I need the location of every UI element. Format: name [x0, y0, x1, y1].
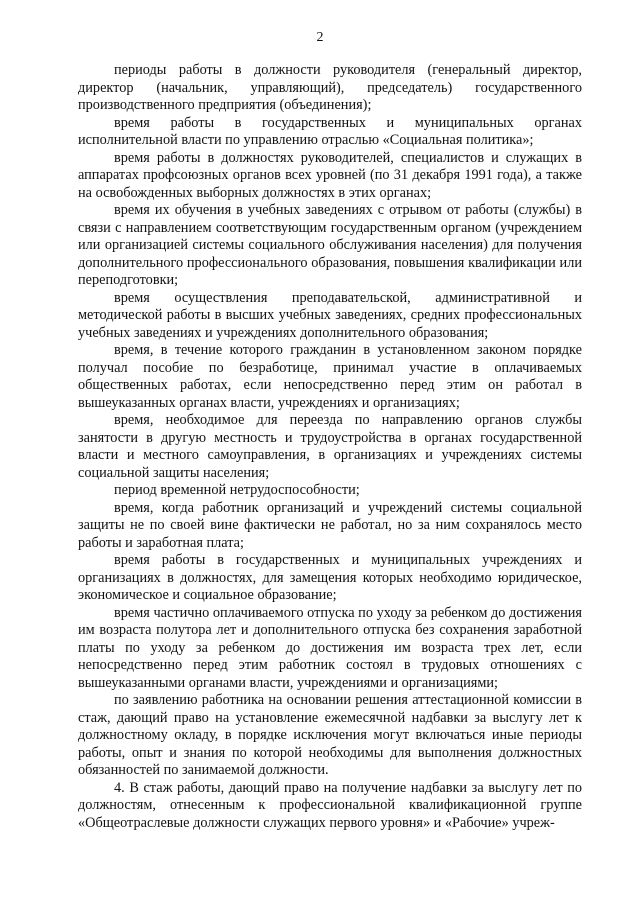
paragraph-relocation: время, необходимое для переезда по направлению органов службы занятости в другую местность и трудоустройства в органах государственной власти и местного самоуправления, в организациях и учреждениях системы социальной защиты населения;: [78, 412, 582, 481]
paragraph-executive-bodies: время работы в государственных и муниципальных органах исполнительной власти по управлению отраслью «Социальная политика»;: [78, 114, 582, 148]
paragraph-downtime: время, когда работник организаций и учреждений системы социальной защиты не по своей вине фактически не работал, но за ним сохранялось место работы и заработная плата;: [78, 499, 582, 551]
page-number: 2: [316, 30, 324, 45]
paragraph-sick-leave: период временной нетрудоспособности;: [114, 482, 360, 498]
paragraph-institutions: время работы в государственных и муниципальных учреждениях и организациях в должностях, для замещения которых необходимо юридическое, экономическое и социальное образование;: [78, 552, 582, 603]
paragraph-teaching: время осуществления преподавательской, административной и методической работы в высших учебных заведениях, средних профессиональных учебных заведениях и учреждениях дополнительного образования;: [78, 289, 582, 341]
paragraph-work-periods-director: периоды работы в должности руководителя (генеральный директор, директор (начальник, управляющий), председатель) государственного производственного предприятия (объединения);: [78, 62, 582, 113]
paragraph-study-leave: время их обучения в учебных заведениях с отрывом от работы (службы) в связи с направлением соответствующим государственным органом (учреждением или организацией системы социального обслуживания населения) для получения дополнительного профессионального образования, повышения квалификации или переподготовки;: [78, 202, 582, 288]
paragraph-item-4: 4. В стаж работы, дающий право на получение надбавки за выслугу лет по должностям, отнесенным к профессиональной квалификационной группе «Общеотраслевые должности служащих первого уровня» и «Рабочие» учреж-: [78, 779, 582, 831]
paragraph-unemployment: время, в течение которого гражданин в установленном законом порядке получал пособие по безработице, принимал участие в оплачиваемых общественных работах, если непосредственно перед этим он работал в вышеуказанных органах власти, учреждениях и организациях;: [78, 342, 582, 411]
document-body: [78, 62, 582, 832]
paragraph-attestation: по заявлению работника на основании решения аттестационной комиссии в стаж, дающий право на установление ежемесячной надбавки за выслугу лет к должностному окладу, в порядке исключения могут включаться иные периоды работы, опыт и знания по которой необходимы для выполнения должностных обязанностей по занимаемой должности.: [78, 692, 582, 778]
paragraph-trade-union: время работы в должностях руководителей, специалистов и служащих в аппаратах профсоюзных органов всех уровней (по 31 декабря 1991 года), а также на освобожденных выборных должностях в этих органах;: [78, 149, 582, 201]
paragraph-childcare-leave: время частично оплачиваемого отпуска по уходу за ребенком до достижения им возраста полутора лет и дополнительного отпуска без сохранения заработной платы по уходу за ребенком до достижения им возраста трех лет, если непосредственно перед этим работник состоял в трудовых отношениях с вышеуказанными органами власти, учреждениями и организациями;: [78, 604, 582, 691]
